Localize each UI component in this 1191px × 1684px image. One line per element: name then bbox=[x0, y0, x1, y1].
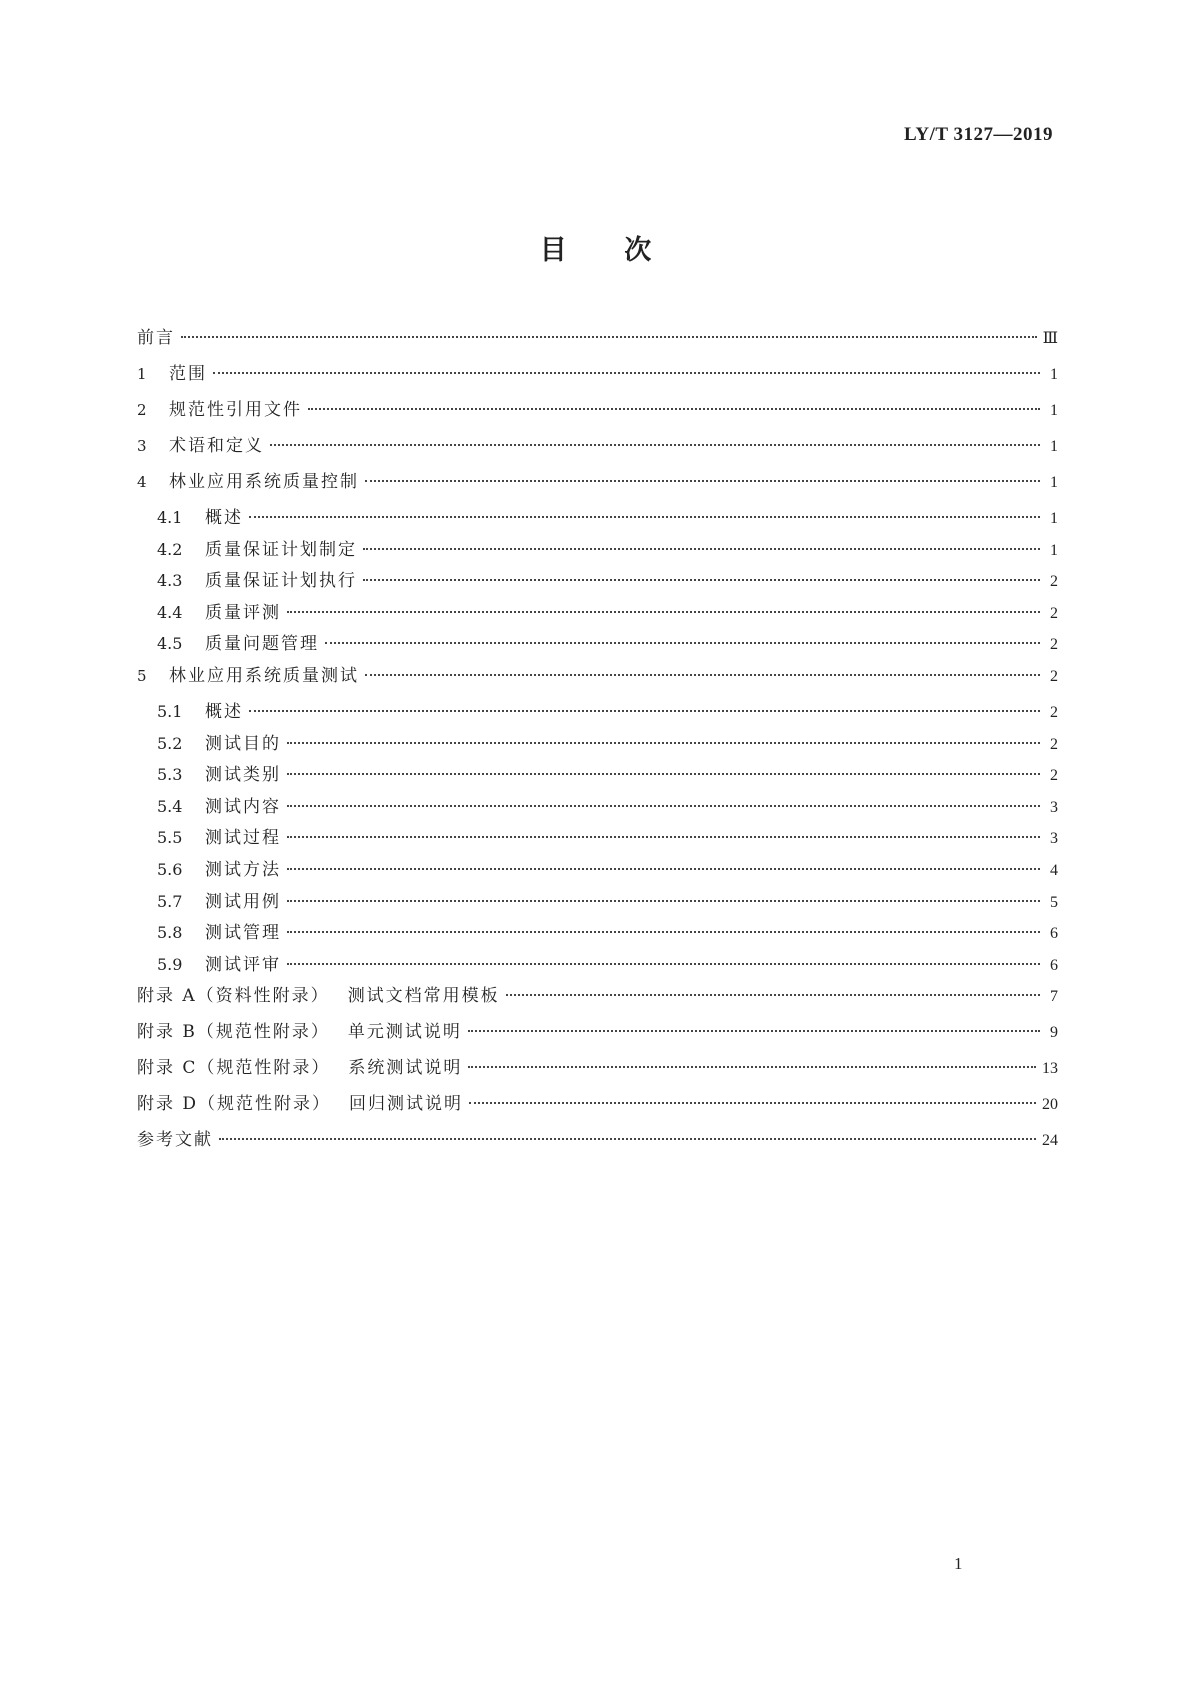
toc-entry-appendix-b[interactable] bbox=[137, 1020, 1058, 1056]
toc-entry-label: 质量保证计划执行 bbox=[205, 571, 357, 592]
toc-entry-number: 4.1 bbox=[157, 508, 183, 527]
toc-entry-number: 2 bbox=[137, 401, 147, 419]
toc-entry-5-2[interactable] bbox=[137, 732, 1058, 764]
dot-leader bbox=[325, 642, 1040, 644]
toc-entry-5-5[interactable] bbox=[137, 826, 1058, 858]
dot-leader bbox=[363, 548, 1040, 550]
toc-entry-number: 5.8 bbox=[157, 923, 183, 943]
toc-entry-number: 4 bbox=[137, 473, 147, 491]
toc-entry-5-7[interactable] bbox=[137, 890, 1058, 922]
toc-entry-label: 术语和定义 bbox=[169, 436, 264, 456]
dot-leader bbox=[363, 579, 1040, 581]
toc-entry-foreword[interactable] bbox=[137, 326, 1058, 362]
toc-title-char-1: 目 bbox=[539, 235, 567, 266]
toc-entry-number: 1 bbox=[137, 365, 147, 383]
dot-leader bbox=[287, 931, 1040, 933]
toc-entry-number: 5.4 bbox=[157, 796, 183, 816]
toc-entry-references[interactable] bbox=[137, 1128, 1058, 1164]
dot-leader bbox=[287, 963, 1040, 965]
toc-entry-page: 2 bbox=[1050, 735, 1058, 753]
toc-entry-label: 测试过程 bbox=[205, 828, 281, 849]
toc-entry-3[interactable] bbox=[137, 434, 1058, 470]
toc-entry-number: 5.3 bbox=[157, 765, 183, 785]
dot-leader bbox=[287, 742, 1040, 744]
toc-entry-appendix-d[interactable] bbox=[137, 1092, 1058, 1128]
toc-entry-label: 前言 bbox=[137, 328, 175, 348]
toc-entry-label: 测试用例 bbox=[205, 891, 281, 912]
toc-entry-label: 范围 bbox=[169, 364, 207, 384]
toc-entry-5-6[interactable] bbox=[137, 858, 1058, 890]
dot-leader bbox=[287, 868, 1040, 870]
dot-leader bbox=[249, 516, 1040, 518]
toc-entry-label: 质量问题管理 bbox=[205, 634, 319, 655]
toc-entry-page: 2 bbox=[1050, 636, 1058, 654]
toc-entry-number: 5.1 bbox=[157, 701, 183, 721]
toc-entry-number: 4.3 bbox=[157, 571, 183, 591]
dot-leader bbox=[287, 836, 1040, 838]
toc-title-char-2: 次 bbox=[624, 235, 652, 266]
toc-entry-label: 林业应用系统质量控制 bbox=[169, 472, 359, 492]
toc-entry-label: 测试文档常用模板 bbox=[347, 986, 500, 1007]
toc-entry-label: 测试管理 bbox=[205, 923, 281, 944]
toc-title bbox=[0, 228, 1191, 267]
toc-entry-5-9[interactable] bbox=[137, 953, 1058, 985]
toc-entry-5-4[interactable] bbox=[137, 795, 1058, 827]
toc-entry-label: 规范性引用文件 bbox=[169, 400, 302, 420]
toc-entry-appendix-c[interactable] bbox=[137, 1056, 1058, 1092]
toc-entry-page: 2 bbox=[1050, 573, 1058, 591]
toc-entry-5-8[interactable] bbox=[137, 921, 1058, 953]
toc-entry-page: 1 bbox=[1050, 541, 1058, 559]
toc-entry-label: 测试评审 bbox=[205, 954, 281, 975]
toc-entry-label: 系统测试说明 bbox=[348, 1058, 463, 1079]
toc-entry-1[interactable] bbox=[137, 362, 1058, 398]
page-number: 1 bbox=[954, 1554, 963, 1573]
toc-entry-page: 6 bbox=[1050, 956, 1058, 974]
toc-entry-5[interactable] bbox=[137, 664, 1058, 700]
toc-entry-page: 7 bbox=[1050, 988, 1058, 1006]
toc-entry-number: 4.5 bbox=[157, 634, 183, 654]
dot-leader bbox=[181, 336, 1037, 338]
appendix-prefix: 附录 C（规范性附录） bbox=[137, 1058, 331, 1079]
document-code: LY/T 3127—2019 bbox=[903, 124, 1053, 145]
toc-entry-number: 3 bbox=[137, 437, 147, 455]
toc-entry-page: 1 bbox=[1050, 366, 1058, 383]
toc-entry-label: 质量评测 bbox=[205, 602, 281, 623]
dot-leader bbox=[308, 408, 1040, 410]
toc-entry-2[interactable] bbox=[137, 398, 1058, 434]
toc-entry-number: 5.7 bbox=[157, 891, 183, 911]
toc-entry-page: 3 bbox=[1050, 798, 1058, 816]
toc-entry-number: 5.9 bbox=[157, 954, 183, 974]
toc-entry-page: Ⅲ bbox=[1042, 330, 1058, 347]
toc-entry-4-2[interactable] bbox=[137, 538, 1058, 570]
toc-entry-page: 2 bbox=[1050, 767, 1058, 785]
toc-entry-5-1[interactable] bbox=[137, 700, 1058, 732]
toc-entry-label: 概述 bbox=[205, 701, 243, 722]
toc-entry-page: 13 bbox=[1042, 1060, 1058, 1078]
dot-leader bbox=[506, 994, 1040, 996]
toc-entry-label: 测试类别 bbox=[205, 765, 281, 786]
toc-entry-page: 9 bbox=[1050, 1024, 1058, 1042]
toc-entry-number: 5 bbox=[137, 666, 147, 685]
toc-entry-label: 质量保证计划制定 bbox=[205, 539, 357, 560]
appendix-prefix: 附录 D（规范性附录） bbox=[137, 1094, 332, 1115]
toc-entry-4-3[interactable] bbox=[137, 569, 1058, 601]
toc-entry-number: 5.2 bbox=[157, 733, 183, 753]
toc-entry-5-3[interactable] bbox=[137, 763, 1058, 795]
toc-entry-number: 4.4 bbox=[157, 602, 183, 622]
toc-entry-page: 1 bbox=[1050, 474, 1058, 491]
toc-entry-page: 1 bbox=[1050, 438, 1058, 455]
toc-entry-page: 1 bbox=[1050, 402, 1058, 419]
toc-entry-number: 4.2 bbox=[157, 539, 183, 559]
toc-entry-label: 单元测试说明 bbox=[347, 1022, 462, 1043]
dot-leader bbox=[213, 372, 1040, 374]
toc-entry-number: 5.6 bbox=[157, 859, 183, 879]
dot-leader bbox=[249, 710, 1040, 712]
toc-entry-number: 5.5 bbox=[157, 828, 183, 848]
toc-entry-label: 参考文献 bbox=[137, 1130, 213, 1151]
appendix-prefix: 附录 B（规范性附录） bbox=[137, 1022, 330, 1043]
toc-entry-label: 测试内容 bbox=[205, 796, 281, 817]
dot-leader bbox=[469, 1102, 1036, 1104]
dot-leader bbox=[287, 611, 1040, 613]
toc-entry-appendix-a[interactable] bbox=[137, 984, 1058, 1020]
toc-entry-label: 林业应用系统质量测试 bbox=[169, 665, 359, 686]
toc-entry-page: 2 bbox=[1050, 667, 1058, 685]
toc-entry-page: 2 bbox=[1050, 604, 1058, 622]
toc-entry-page: 20 bbox=[1042, 1096, 1058, 1114]
toc-entry-label: 概述 bbox=[205, 508, 243, 528]
dot-leader bbox=[287, 773, 1040, 775]
dot-leader bbox=[287, 805, 1040, 807]
toc-entry-label: 测试方法 bbox=[205, 859, 281, 880]
dot-leader bbox=[468, 1066, 1036, 1068]
dot-leader bbox=[270, 444, 1040, 446]
toc-entry-page: 5 bbox=[1050, 893, 1058, 911]
dot-leader bbox=[468, 1030, 1040, 1032]
toc-entry-4-1[interactable] bbox=[137, 506, 1058, 538]
toc-entry-page: 2 bbox=[1050, 703, 1058, 721]
appendix-prefix: 附录 A（资料性附录） bbox=[137, 986, 330, 1007]
dot-leader bbox=[365, 480, 1040, 482]
toc-entry-page: 4 bbox=[1050, 861, 1058, 879]
toc-entry-4-5[interactable] bbox=[137, 632, 1058, 664]
toc-entry-4[interactable] bbox=[137, 470, 1058, 506]
toc-entry-label: 回归测试说明 bbox=[349, 1094, 464, 1115]
toc-entry-label: 测试目的 bbox=[205, 733, 281, 754]
toc-entry-page: 3 bbox=[1050, 830, 1058, 848]
table-of-contents bbox=[137, 326, 1058, 1164]
toc-entry-page: 6 bbox=[1050, 925, 1058, 943]
toc-entry-page: 1 bbox=[1050, 510, 1058, 527]
dot-leader bbox=[365, 674, 1040, 676]
dot-leader bbox=[219, 1138, 1036, 1140]
dot-leader bbox=[287, 900, 1040, 902]
toc-entry-4-4[interactable] bbox=[137, 601, 1058, 633]
toc-entry-page: 24 bbox=[1042, 1132, 1058, 1150]
